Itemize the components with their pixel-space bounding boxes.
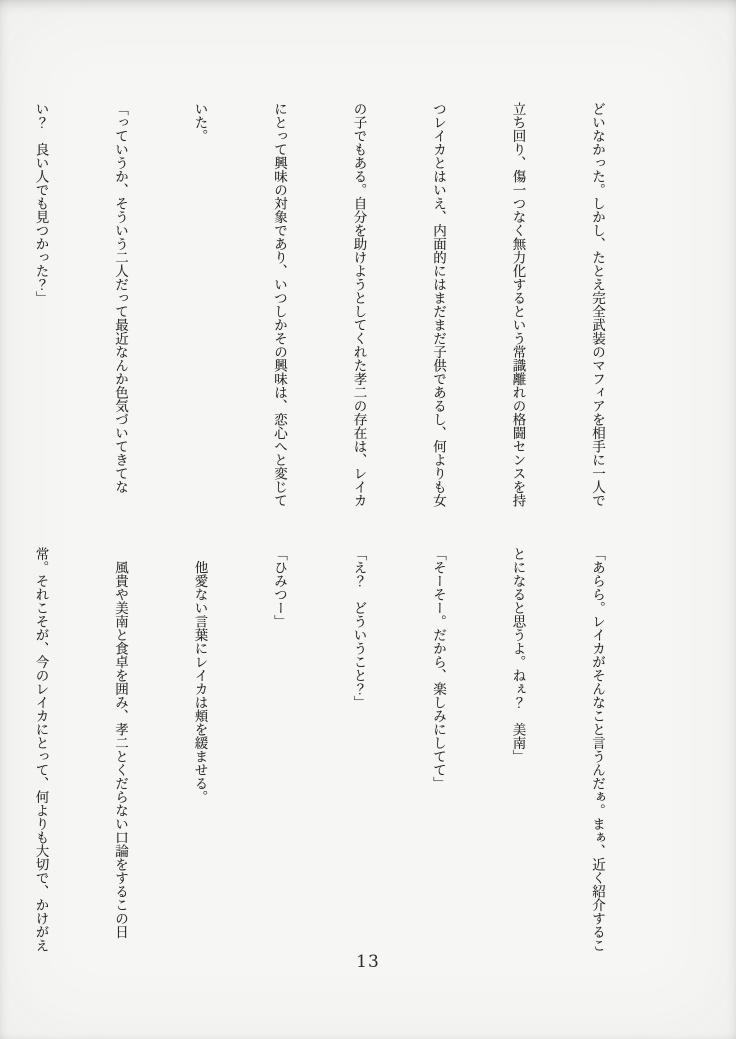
text-line: 「え？ どういうこと？」 [350, 547, 367, 709]
text-line: とになると思うよ。ねぇ？ 美南」 [509, 547, 526, 763]
top-text-block [32, 102, 663, 508]
text-line: 「あらら。レイカがそんなこと言うんだぁ。まぁ、近く紹介するこ [589, 547, 605, 952]
text-line: 「っていうか、そういう二人だって最近なんか色気づいてきてな [112, 102, 128, 494]
text-line: どいなかった。しかし、たとえ完全武装のマフィアを相手に一人で [589, 102, 605, 507]
text-line: いた。 [191, 102, 208, 143]
text-line: 常。それこそが、今のレイカにとって、何よりも大切で、かけがえ [32, 547, 49, 952]
text-line: 立ち回り、傷一つなく無力化するという常識離れの格闘センスを持 [509, 102, 526, 507]
text-line: 「ひみつー」 [271, 547, 287, 628]
text-line: 「そーそー。だから、楽しみにしてて」 [430, 547, 446, 790]
text-line: つレイカとはいえ、内面的にはまだまだ子供であるし、何よりも女 [430, 102, 446, 507]
text-line: にとって興味の対象であり、いつしかその興味は、恋心へと変じて [271, 102, 287, 507]
text-line: の子でもある。自分を助けようとしてくれた孝二の存在は、レイカ [350, 102, 367, 507]
text-line: い？ 良い人でも見つかった？」 [32, 102, 49, 305]
page-number: 13 [356, 952, 380, 972]
text-line: 他愛ない言葉にレイカは頬を緩ませる。 [191, 547, 208, 804]
text-line: 風貴や美南と食卓を囲み、孝二とくだらない口論をするこの日 [112, 547, 128, 939]
bottom-text-block [32, 547, 663, 953]
